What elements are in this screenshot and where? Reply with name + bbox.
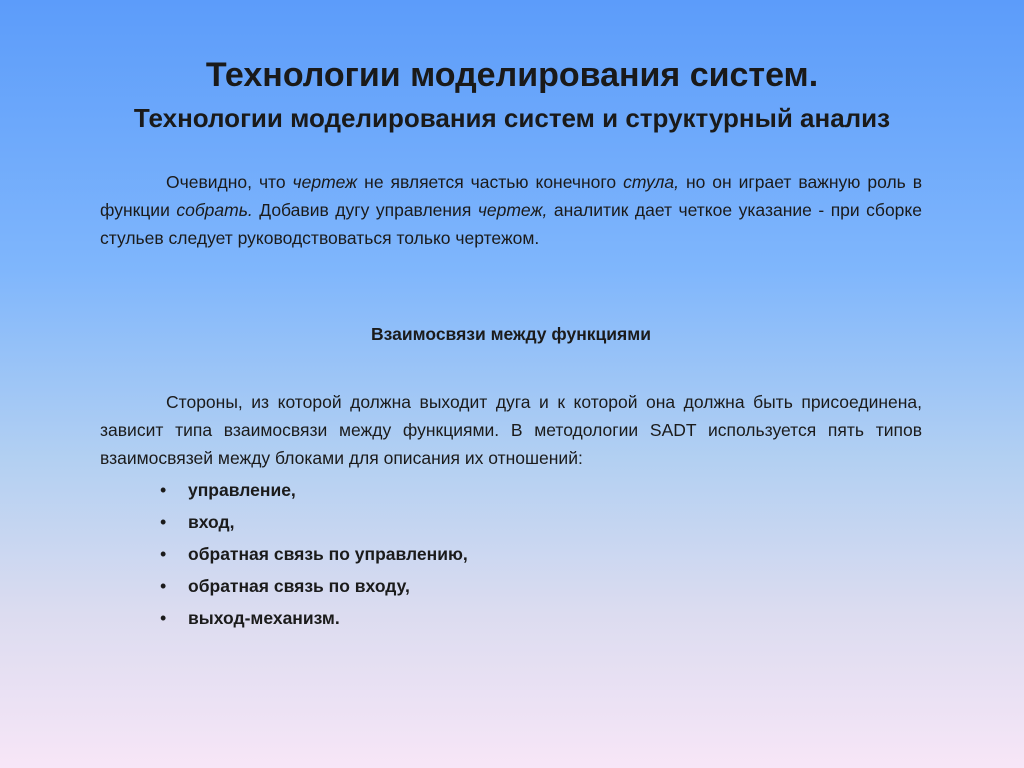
paragraph1-italic-2: стула, [623,172,680,192]
paragraph1-text-5: аналитик дает четкое указание - при сборке стульев следует руководствоваться только чертежом. [100,200,922,248]
paragraph1-text-1: Очевидно, что [166,172,293,192]
slide-subtitle: Технологии моделирования систем и структурный анализ [133,103,891,133]
paragraph1-italic-4: чертеж, [477,200,548,220]
list-item [160,474,468,506]
list-item-label: выход-механизм. [188,608,340,628]
title-block [60,55,964,135]
list-item [160,570,468,602]
list-item-label: вход, [188,512,235,532]
paragraph1-text-4: Добавив дугу управления [252,200,478,220]
list-item-label: обратная связь по управлению, [188,544,468,564]
list-item-label: обратная связь по входу, [188,576,410,596]
bullet-icon: • [160,480,167,500]
relationship-types-list [160,474,468,634]
list-item [160,506,468,538]
list-item [160,538,468,570]
bullet-icon: • [160,576,167,596]
paragraph-relationship-types: Стороны, из которой должна выходит дуга и к которой она должна быть присоединена, зависит типа взаимосвязи между функциями. В методологии SADT используется пять типов взаимосвязей между блоками для описания их отношений: [100,392,922,468]
slide-title: Технологии моделирования систем. [205,56,819,94]
bullet-icon: • [160,512,167,532]
paragraph1-italic-3: собрать. [176,200,253,220]
bullet-icon: • [160,608,167,628]
list-item [160,602,468,634]
paragraph1-text-2: не является частью конечного [357,172,624,192]
section-heading: Взаимосвязи между функциями [371,324,651,344]
list-item-label: управление, [188,480,296,500]
paragraph1-text-3: но он играет важную роль в функции [100,172,922,220]
bullet-icon: • [160,544,167,564]
paragraph1-italic-1: чертеж [292,172,358,192]
paragraph-chair-blueprint [100,168,922,252]
